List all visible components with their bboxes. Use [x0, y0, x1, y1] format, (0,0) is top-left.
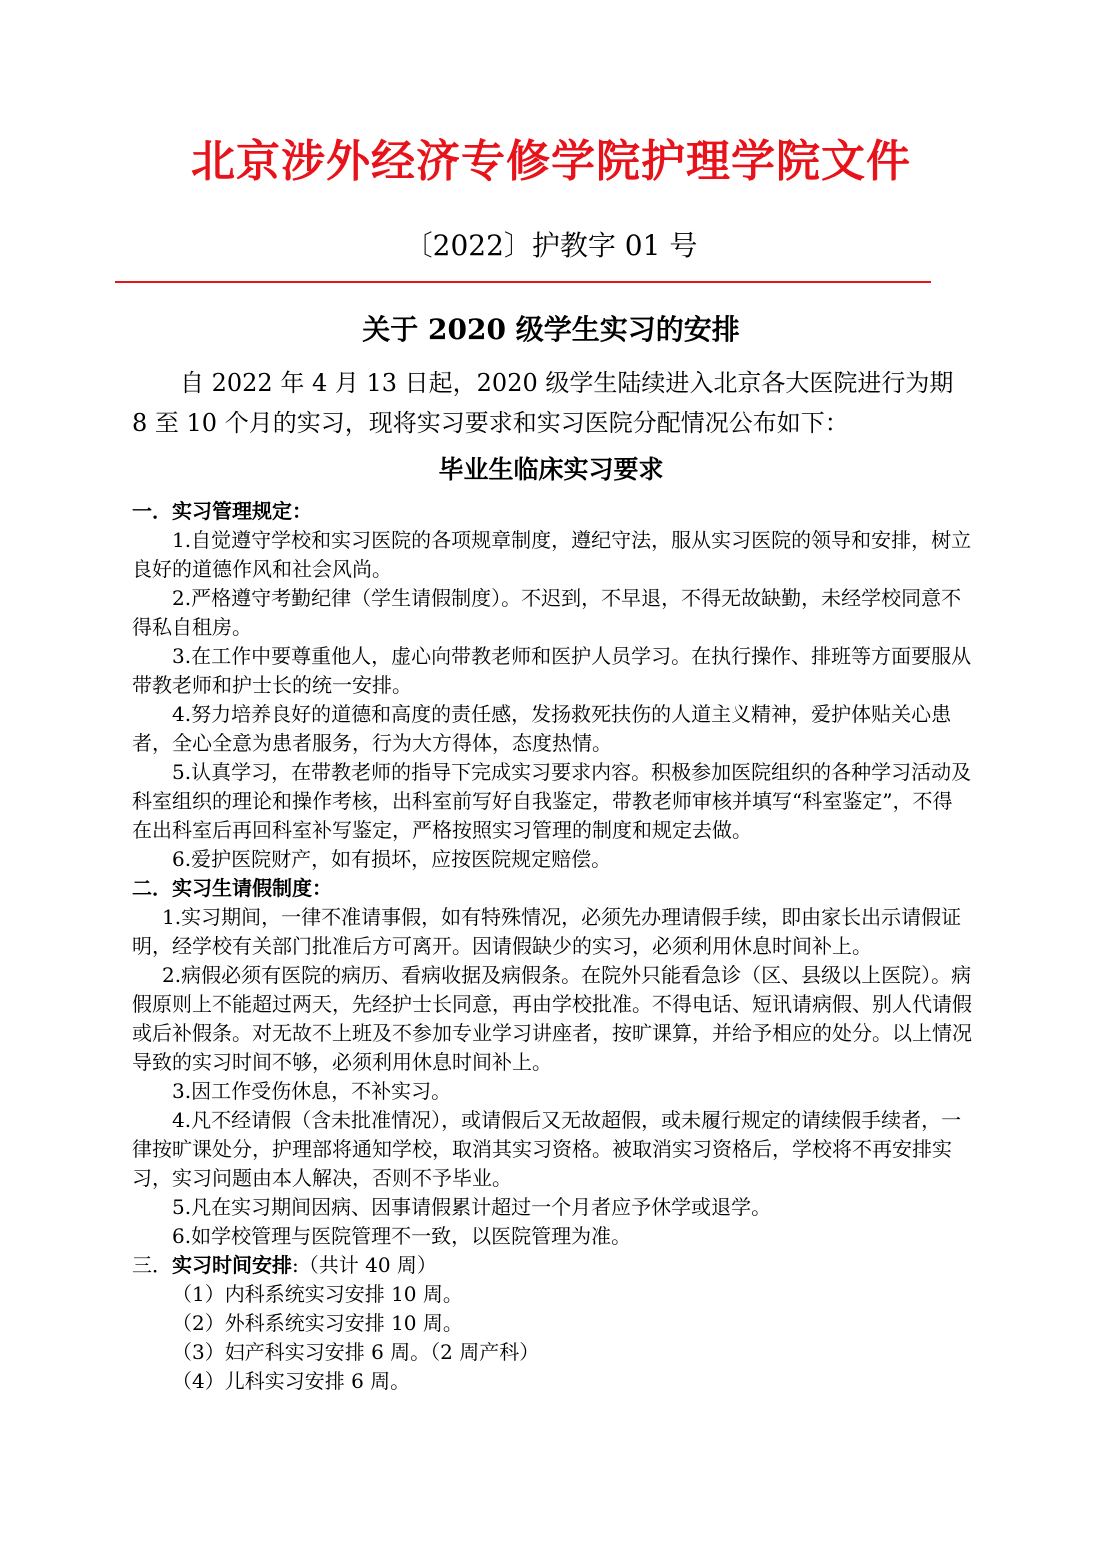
schedule-item: （2）外科系统实习安排 10 周。 [172, 1311, 463, 1335]
paragraph: 3.因工作受伤休息，不补实习。 [172, 1079, 452, 1103]
paragraph: 2.严格遵守考勤纪律（学生请假制度）。不迟到，不早退，不得无故缺勤，未经学校同意不得私自租房。 [132, 586, 962, 639]
section-heading: 一．实习管理规定： [132, 499, 312, 523]
section-heading: 二．实习生请假制度： [132, 876, 332, 900]
paragraph: 6.如学校管理与医院管理不一致，以医院管理为准。 [172, 1224, 632, 1248]
schedule-item: （1）内科系统实习安排 10 周。 [172, 1282, 463, 1306]
section-note: :（共计 40 周） [292, 1253, 437, 1277]
document-body [132, 497, 972, 1396]
paragraph: 1.自觉遵守学校和实习医院的各项规章制度，遵纪守法，服从实习医院的领导和安排，树立良好的道德作风和社会风尚。 [132, 528, 972, 581]
paragraph: 2.病假必须有医院的病历、看病收据及病假条。在院外只能看急诊（区、县级以上医院）。病假原则上不能超过两天，先经护士长同意，再由学校批准。不得电话、短讯请病假、别人代请假或后补假条。对无故不上班及不参加专业学习讲座者，按旷课算，并给予相应的处分。以上情况导致的实习时间不够，必须利用休息时间补上。 [132, 963, 972, 1074]
paragraph: 1.实习期间，一律不准请事假，如有特殊情况，必须先办理请假手续，即由家长出示请假证明，经学校有关部门批准后方可离开。因请假缺少的实习，必须利用休息时间补上。 [132, 905, 962, 958]
paragraph: 4.努力培养良好的道德和高度的责任感，发扬救死扶伤的人道主义精神，爱护体贴关心患者，全心全意为患者服务，行为大方得体，态度热情。 [132, 702, 952, 755]
paragraph: 5.凡在实习期间因病、因事请假累计超过一个月者应予休学或退学。 [172, 1195, 772, 1219]
schedule-item: （3）妇产科实习安排 6 周。（2 周产科） [172, 1340, 540, 1364]
requirements-heading: 毕业生临床实习要求 [438, 455, 664, 484]
schedule-item: （4）儿科实习安排 6 周。 [172, 1369, 411, 1393]
section-number: 三． [132, 1253, 172, 1277]
paragraph: 6.爱护医院财产，如有损坏，应按医院规定赔偿。 [172, 847, 612, 871]
red-divider-line [115, 281, 931, 283]
intro-paragraph: 自 2022 年 4 月 13 日起，2020 级学生陆续进入北京各大医院进行为期 8 至 10 个月的实习，现将实习要求和实习医院分配情况公布如下： [132, 369, 954, 437]
organization-title: 北京涉外经济专修学院护理学院文件 [191, 136, 911, 187]
section-title: 实习时间安排 [172, 1253, 292, 1277]
paragraph: 5.认真学习，在带教老师的指导下完成实习要求内容。积极参加医院组织的各种学习活动及科室组织的理论和操作考核，出科室前写好自我鉴定，带教老师审核并填写“科室鉴定”，不得在出科室后再回科室补写鉴定，严格按照实习管理的制度和规定去做。 [132, 760, 972, 842]
paragraph: 3.在工作中要尊重他人，虚心向带教老师和医护人员学习。在执行操作、排班等方面要服从带教老师和护士长的统一安排。 [132, 644, 972, 697]
section-heading [132, 1251, 972, 1280]
document-number: 〔2022〕护教字 01 号 [404, 229, 698, 262]
paragraph: 4.凡不经请假（含未批准情况），或请假后又无故超假，或未履行规定的请续假手续者，一律按旷课处分，护理部将通知学校，取消其实习资格。被取消实习资格后，学校将不再安排实习，实习问题由本人解决，否则不予毕业。 [132, 1108, 962, 1190]
document-subject: 关于 2020 级学生实习的安排 [362, 313, 740, 346]
